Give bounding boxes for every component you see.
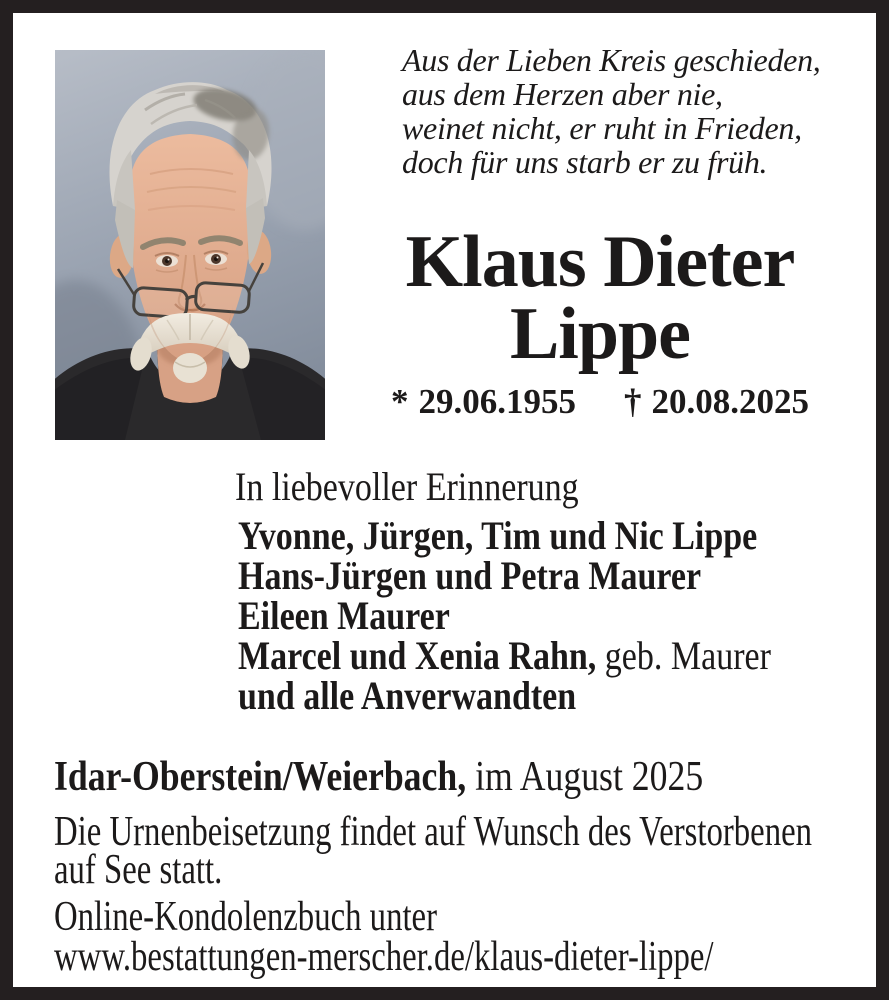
mourners-list — [238, 513, 771, 718]
portrait-photo — [55, 50, 325, 440]
portrait-illustration — [55, 50, 325, 440]
deceased-name-line1: Klaus Dieter — [405, 221, 795, 303]
memorial-poem — [402, 43, 862, 179]
life-dates — [391, 382, 809, 422]
poem-line: Aus der Lieben Kreis geschieden, — [402, 42, 821, 78]
birth-star-icon: * — [391, 382, 409, 421]
death-cross-icon: † — [624, 382, 642, 421]
poem-line: doch für uns starb er zu früh. — [402, 144, 768, 180]
mourner-line: Eileen Maurer — [238, 593, 450, 638]
condolence-url: www.bestattungen-merscher.de/klaus-dieter-lippe/ — [54, 934, 714, 980]
burial-line: Die Urnenbeisetzung findet auf Wunsch des Verstorbenen — [54, 809, 813, 855]
burial-info — [54, 809, 813, 893]
condolence-line: Online-Kondolenzbuch unter — [54, 894, 438, 940]
mourner-line: Yvonne, Jürgen, Tim und Nic Lippe — [238, 513, 758, 558]
notice-month: im August 2025 — [466, 754, 704, 800]
poem-line: aus dem Herzen aber nie, — [402, 76, 723, 112]
deceased-name — [390, 221, 810, 375]
birth-date — [391, 382, 576, 422]
burial-line: auf See statt. — [54, 847, 223, 893]
death-date-value: 20.08.2025 — [651, 382, 809, 421]
mourner-line: und alle Anverwandten — [238, 673, 577, 718]
condolence-info — [54, 894, 714, 980]
place-name: Idar-Oberstein/Weierbach, — [54, 754, 467, 800]
mourner-line: Hans-Jürgen und Petra Maurer — [238, 553, 702, 598]
birth-date-value: 29.06.1955 — [418, 382, 576, 421]
mourner-line: Marcel und Xenia Rahn, geb. Maurer — [238, 633, 771, 678]
deceased-name-line2: Lippe — [509, 293, 691, 375]
death-date — [624, 382, 809, 422]
place-and-date — [54, 753, 703, 801]
poem-line: weinet nicht, er ruht in Frieden, — [402, 110, 802, 146]
remembrance-heading: In liebevoller Erinnerung — [235, 464, 579, 509]
